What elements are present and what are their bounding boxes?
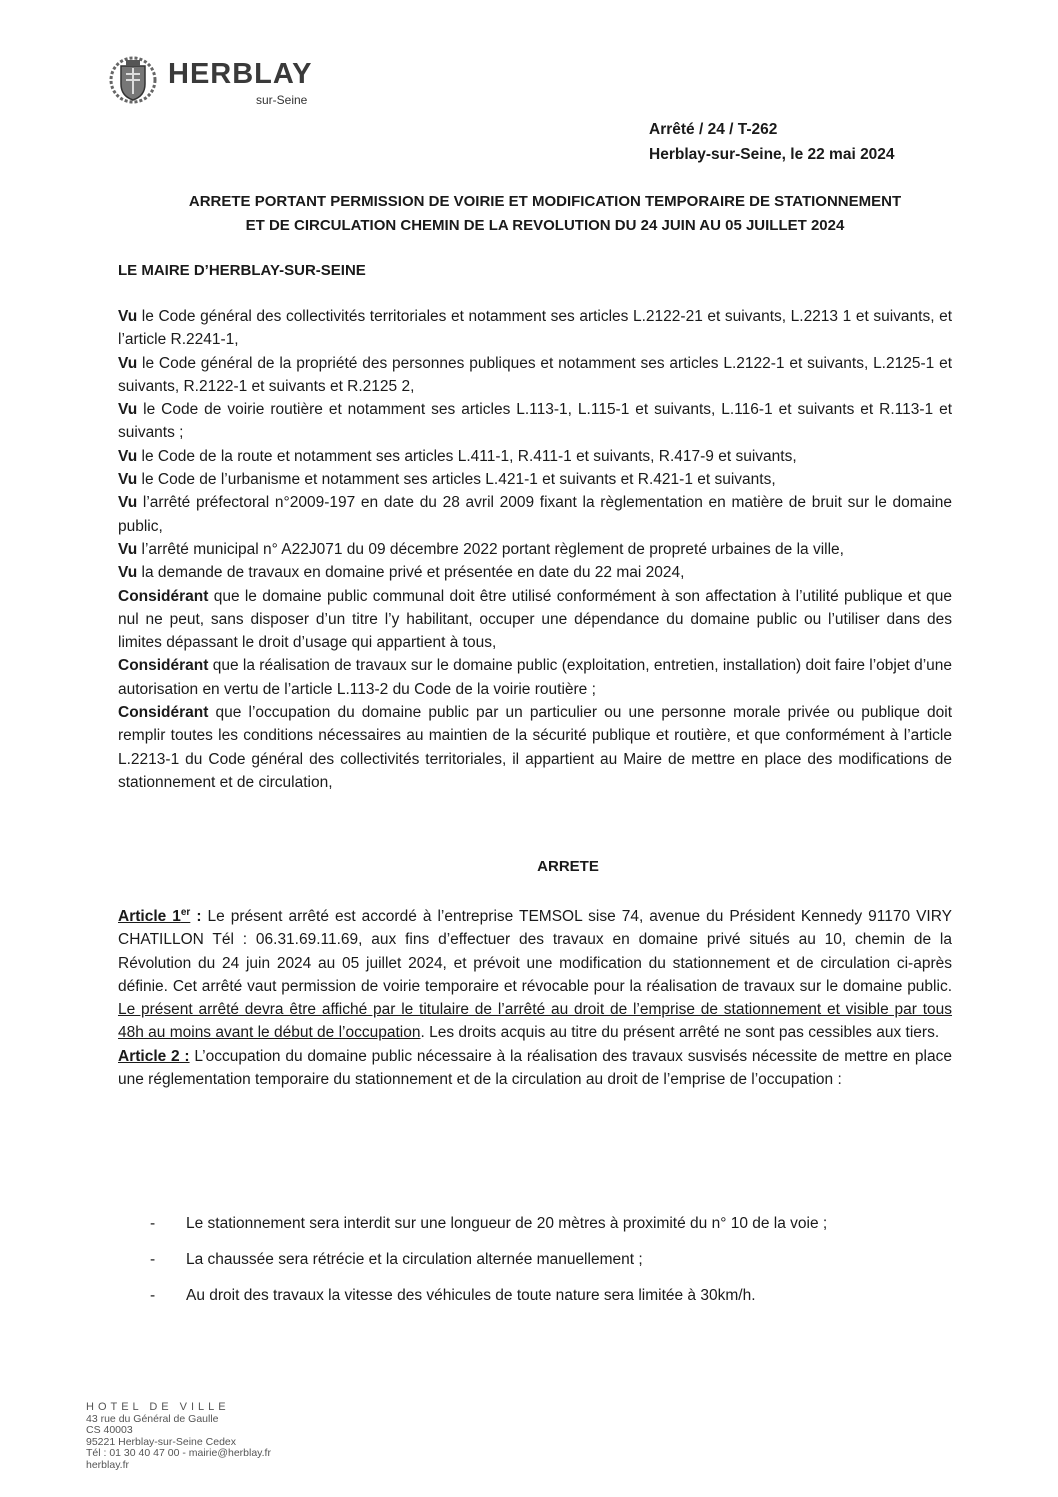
visas-section <box>118 305 952 794</box>
dash-icon: - <box>150 1287 156 1304</box>
arrete-heading: ARRETE <box>537 858 599 875</box>
reference-number: Arrêté / 24 / T-262 <box>649 121 778 138</box>
footer-website: herblay.fr <box>86 1458 129 1471</box>
considerant-paragraph: Considérant que la réalisation de travaux sur le domaine public (exploitation, entretien, installation) doit faire l’objet d’une autorisation en vertu de l’article L.113-2 du Code de la voirie routière ; <box>118 657 953 698</box>
articles-section <box>118 905 952 1091</box>
visa-paragraph: Vu l’arrêté municipal n° A22J071 du 09 décembre 2022 portant règlement de propreté urbaines de la ville, <box>118 540 844 558</box>
city-crest-icon <box>108 52 158 108</box>
visa-paragraph: Vu le Code de l’urbanisme et notamment ses articles L.421-1 et suivants et R.421-1 et suivants, <box>118 471 776 489</box>
visa-paragraph: Vu l’arrêté préfectoral n°2009-197 en date du 28 avril 2009 fixant la règlementation en matière de bruit sur le domaine public, <box>118 494 952 535</box>
affichage-notice: Le présent arrêté devra être affiché par le titulaire de l’arrêté au droit de l’emprise de stationnement et visible par tous 48h au moins avant le début de l’occupation <box>118 1001 952 1042</box>
article-2-label: Article 2 : <box>118 1047 190 1065</box>
visa-paragraph: Vu le Code général des collectivités territoriales et notamment ses articles L.2122-21 et suivants, L.2213 1 et suivants, et l’article R.2241-1, <box>118 308 952 349</box>
title-line-1: ARRETE PORTANT PERMISSION DE VOIRIE ET MODIFICATION TEMPORAIRE DE STATIONNEMENT <box>188 193 902 210</box>
footer-cs: CS 40003 <box>86 1424 133 1437</box>
footer-street: 43 rue du Général de Gaulle <box>86 1412 219 1425</box>
article-1-label: Article 1er <box>118 906 191 925</box>
list-item: - La chaussée sera rétrécie et la circulation alternée manuellement ; <box>150 1251 643 1268</box>
dash-icon: - <box>150 1215 156 1232</box>
logo-name: HERBLAY <box>168 58 313 90</box>
title-line-2: ET DE CIRCULATION CHEMIN DE LA REVOLUTION DU 24 JUIN AU 05 JUILLET 2024 <box>245 217 845 234</box>
logo-subtitle: sur-Seine <box>256 93 308 107</box>
document-reference <box>649 117 895 167</box>
herblay-logo <box>108 52 338 112</box>
considerant-paragraph: Considérant que le domaine public communal doit être utilisé conformément à son affectation à l’utilité publique et que nul ne peut, sans disposer d’un titre l’y habilitant, occuper une dépendance du domaine public ou l’utiliser dans des limites dépassant le droit d’usage qui appartient à tous, <box>118 587 952 652</box>
place-date: Herblay-sur-Seine, le 22 mai 2024 <box>649 146 895 163</box>
visa-paragraph: Vu le Code de la route et notamment ses articles L.411-1, R.411-1 et suivants, R.417-9 et suivants, <box>118 447 797 465</box>
document-title <box>110 190 980 238</box>
article-2: Article 2 : L’occupation du domaine public nécessaire à la réalisation des travaux susvisés nécessite de mettre en place une réglementation temporaire du stationnement et de la circulation au droit de l’emprise de l’occupation : <box>118 1047 952 1089</box>
footer-contact: Tél : 01 30 40 47 00 - mairie@herblay.fr <box>86 1447 271 1460</box>
dash-icon: - <box>150 1251 156 1268</box>
visa-paragraph: Vu le Code de voirie routière et notamment ses articles L.113-1, L.115-1 et suivants, L.116-1 et suivants et R.113-1 et suivants ; <box>118 401 952 442</box>
article-1: Article 1er : Le présent arrêté est accordé à l’entreprise TEMSOL sise 74, avenue du Président Kennedy 91170 VIRY CHATILLON Tél : 06.31.69.11.69, aux fins d’effectuer des travaux en domaine privé situés au 10, chemin de la Révolution du 24 juin 2024 au 05 juillet 2024, et prévoit une modification du stationnement et de circulation ci-après définie. Cet arrêté vaut permission de voirie temporaire et révocable pour la réalisation de travaux sur le domaine public. Le présent arrêté devra être affiché par le titulaire de l’arrêté au droit de l’emprise de stationnement et visible par tous 48h au moins avant le début de l’occupation. Les droits acquis au titre du présent arrêté ne sont pas cessibles aux tiers. <box>118 906 952 1042</box>
list-item: - Au droit des travaux la vitesse des véhicules de toute nature sera limitée à 30km/h. <box>150 1287 756 1304</box>
maire-heading: LE MAIRE D’HERBLAY-SUR-SEINE <box>118 262 366 279</box>
visa-paragraph: Vu la demande de travaux en domaine privé et présentée en date du 22 mai 2024, <box>118 564 685 582</box>
footer-city: 95221 Herblay-sur-Seine Cedex <box>86 1435 236 1448</box>
measures-list <box>150 1215 970 1323</box>
list-item: - Le stationnement sera interdit sur une longueur de 20 mètres à proximité du n° 10 de la voie ; <box>150 1215 828 1232</box>
footer-title: HOTEL DE VILLE <box>86 1401 230 1413</box>
visa-paragraph: Vu le Code général de la propriété des personnes publiques et notamment ses articles L.2122-1 et suivants, L.2125-1 et suivants, R.2122-1 et suivants et R.2125 2, <box>118 354 952 395</box>
footer-address <box>86 1402 271 1472</box>
considerant-paragraph: Considérant que l’occupation du domaine public par un particulier ou une personne morale privée ou publique doit remplir toutes les conditions nécessaires au maintien de la sécurité publique et routière, et que conformément à l’article L.2213-1 du Code général des collectivités territoriales, il appartient au Maire de mettre en place des modifications de stationnement et de circulation, <box>118 704 952 791</box>
